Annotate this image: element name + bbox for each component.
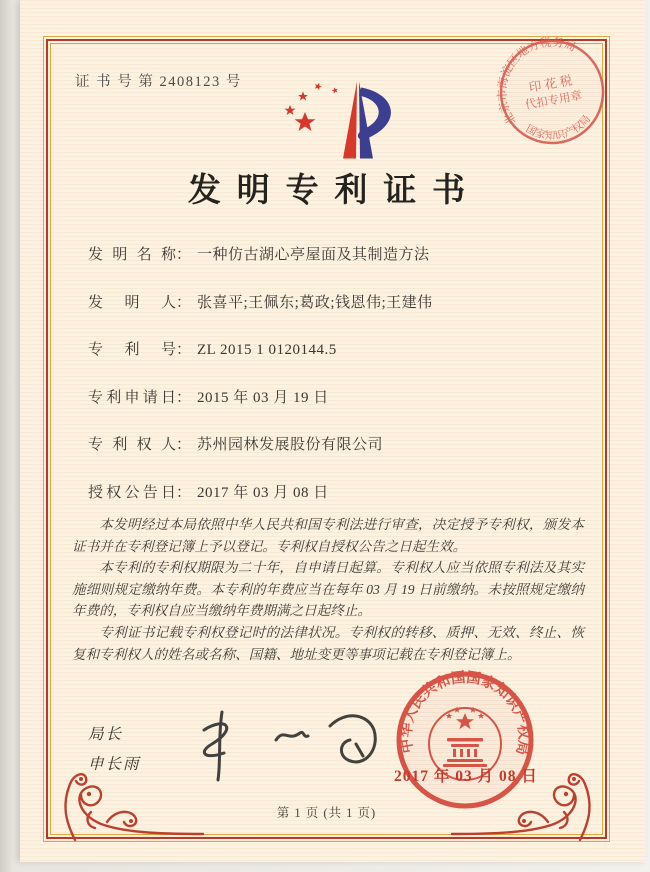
seal-date-stamp: 2017 年 03 月 08 日 <box>394 768 538 785</box>
field-colon: ： <box>176 437 192 454</box>
tax-stamp-center-line2: 代扣专用章 <box>524 89 583 112</box>
field-label: 授权公告日 <box>88 484 176 501</box>
page-number: 第 1 页 (共 1 页) <box>276 806 377 820</box>
field-label: 发明名称 <box>88 247 176 263</box>
corner-flourish-icon <box>450 762 610 844</box>
field-value: 2015 年 03 月 19 日 <box>197 389 329 406</box>
field-value: 张喜平;王佩东;葛政;钱恩伟;王建伟 <box>197 294 433 311</box>
field-application-date <box>88 386 588 434</box>
legal-paragraph-3: 专利证书记载专利权登记时的法律状况。专利权的转移、质押、无效、终止、恢复和专利权人的姓名或名称、国籍、地址变更等事项记载在专利登记簿上。 <box>72 624 584 662</box>
tax-stamp-top-text: 北京市海淀区地方税务局 <box>496 36 578 127</box>
corner-flourish-icon <box>45 762 205 844</box>
field-colon: ： <box>176 389 192 406</box>
tax-stamp-center-line1: 印 花 税 <box>527 73 574 95</box>
field-patent-number <box>88 338 588 386</box>
field-list <box>88 243 588 529</box>
legal-paragraph-1: 本发明经过本局依照中华人民共和国专利法进行审查，决定授予专利权，颁发本证书并在专利登记簿上予以登记。专利权自授权公告之日起生效。 <box>72 517 584 554</box>
tax-stamp-seal <box>471 11 633 173</box>
signer-name: 申长雨 <box>88 756 141 773</box>
cnipa-logo-icon <box>255 74 405 170</box>
field-label: 专利权人 <box>88 437 176 454</box>
field-colon: ： <box>176 342 192 359</box>
certificate-number: 证 书 号 第 2408123 号 <box>75 74 242 90</box>
field-value: 2017 年 03 月 08 日 <box>197 484 329 501</box>
certificate-title: 发明专利证书 <box>187 173 481 209</box>
legal-paragraph-2: 本专利的专利权期限为二十年，自申请日起算。专利权人应当依照专利法及其实施细则规定缴纳年费。本专利的年费应当在每年 03 月 19 日前缴纳。未按照规定缴纳年费的，专利权自应当缴纳年费期满之日起终止。 <box>72 560 584 619</box>
field-label: 专利申请日 <box>88 389 176 406</box>
field-label: 发明人 <box>88 294 176 311</box>
field-patentee <box>88 433 588 481</box>
field-label: 专利号 <box>88 342 176 359</box>
field-colon: ： <box>176 247 192 263</box>
certificate-paper <box>20 0 646 862</box>
cnipa-seal-ring-text: 中华人民共和国国家知识产权局 <box>398 669 532 757</box>
tax-stamp-bottom-text: 国家知识产权局 <box>523 113 594 143</box>
field-value: 一种仿古湖心亭屋面及其制造方法 <box>197 247 430 263</box>
field-colon: ： <box>176 294 192 311</box>
field-value: ZL 2015 1 0120144.5 <box>197 342 337 359</box>
field-value: 苏州园林发展股份有限公司 <box>197 437 384 454</box>
legal-text <box>72 514 584 665</box>
signer-title: 局长 <box>88 726 124 743</box>
field-inventors <box>88 291 588 339</box>
field-invention-name <box>88 243 588 291</box>
field-colon: ： <box>176 484 192 501</box>
